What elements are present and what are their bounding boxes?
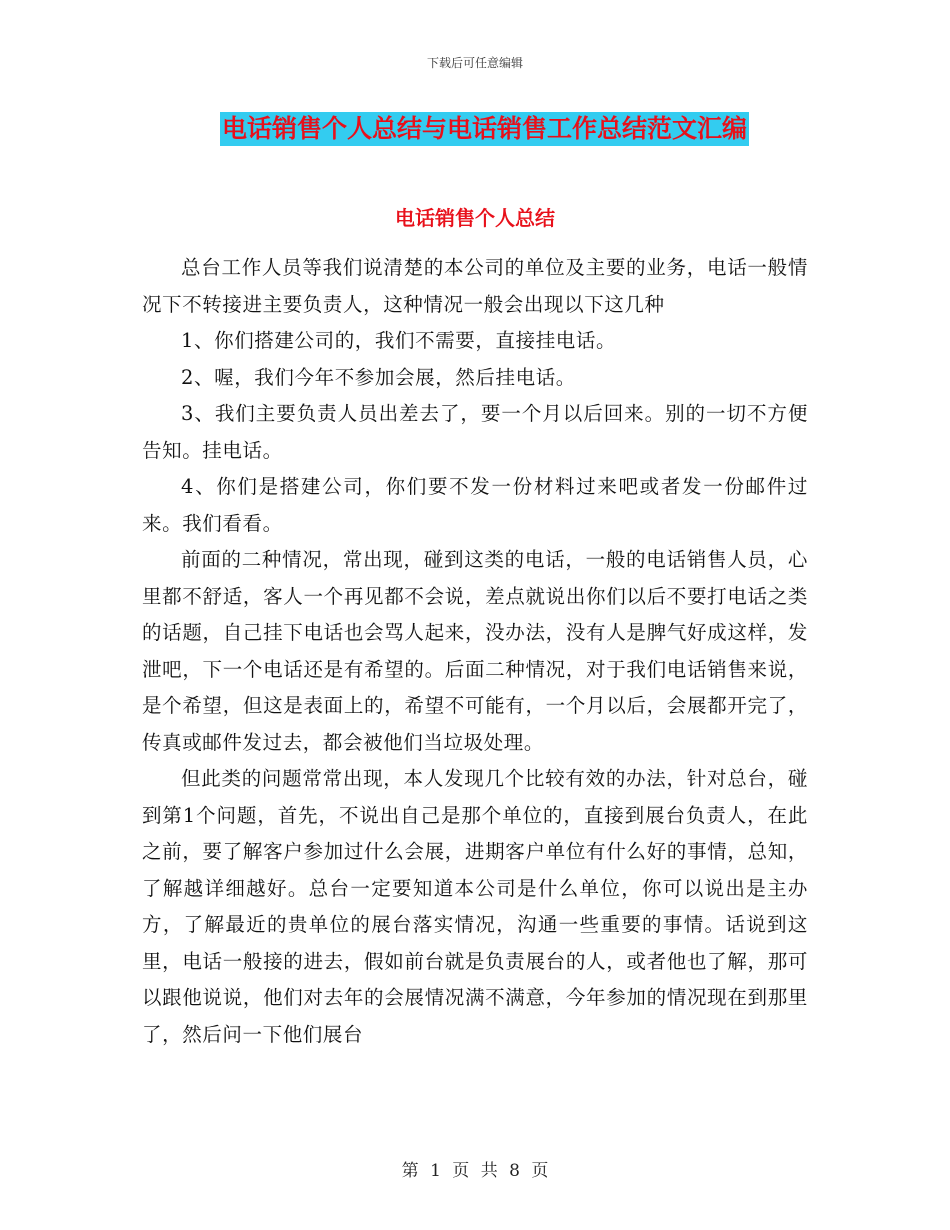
paragraph-case-3: 3、我们主要负责人员出差去了，要一个月以后回来。别的一切不方便告知。挂电话。: [142, 402, 808, 462]
paragraph-intro: 总台工作人员等我们说清楚的本公司的单位及主要的业务，电话一般情况下不转接进主要负责人，这种情况一般会出现以下这几种: [142, 256, 808, 316]
paragraph-solution: 但此类的问题常常出现，本人发现几个比较有效的办法，针对总台，碰到第1个问题，首先，不说出自己是那个单位的，直接到展台负责人，在此之前，要了解客户参加过什么会展，进期客户单位有什么好的事情，总知，了解越详细越好。总台一定要知道本公司是什么单位，你可以说出是主办方，了解最近的贵单位的展台落实情况，沟通一些重要的事情。话说到这里，电话一般接的进去，假如前台就是负责展台的人，或者他也了解，那可以跟他说说，他们对去年的会展情况满不满意，今年参加的情况现在到那里了，然后问一下他们展台: [142, 767, 808, 1046]
document-body: [142, 250, 808, 1053]
header-note: 下载后可任意编辑: [426, 56, 523, 70]
section-title: 电话销售个人总结: [395, 206, 555, 230]
page-number: 第 1 页 共 8 页: [401, 1161, 549, 1181]
paragraph-case-1: 1、你们搭建公司的，我们不需要，直接挂电话。: [181, 329, 617, 352]
paragraph-case-4: 4、你们是搭建公司，你们要不发一份材料过来吧或者发一份邮件过来。我们看看。: [142, 475, 808, 535]
paragraph-analysis: 前面的二种情况，常出现，碰到这类的电话，一般的电话销售人员，心里都不舒适，客人一个再见都不会说，差点就说出你们以后不要打电话之类的话题，自己挂下电话也会骂人起来，没办法，没有人是脾气好成这样，发泄吧，下一个电话还是有希望的。后面二种情况，对于我们电话销售来说，是个希望，但这是表面上的，希望不可能有，一个月以后，会展都开完了，传真或邮件发过去，都会被他们当垃圾处理。: [142, 548, 808, 754]
document-title: 电话销售个人总结与电话销售工作总结范文汇编: [220, 112, 749, 146]
paragraph-case-2: 2、喔，我们今年不参加会展，然后挂电话。: [181, 365, 576, 389]
